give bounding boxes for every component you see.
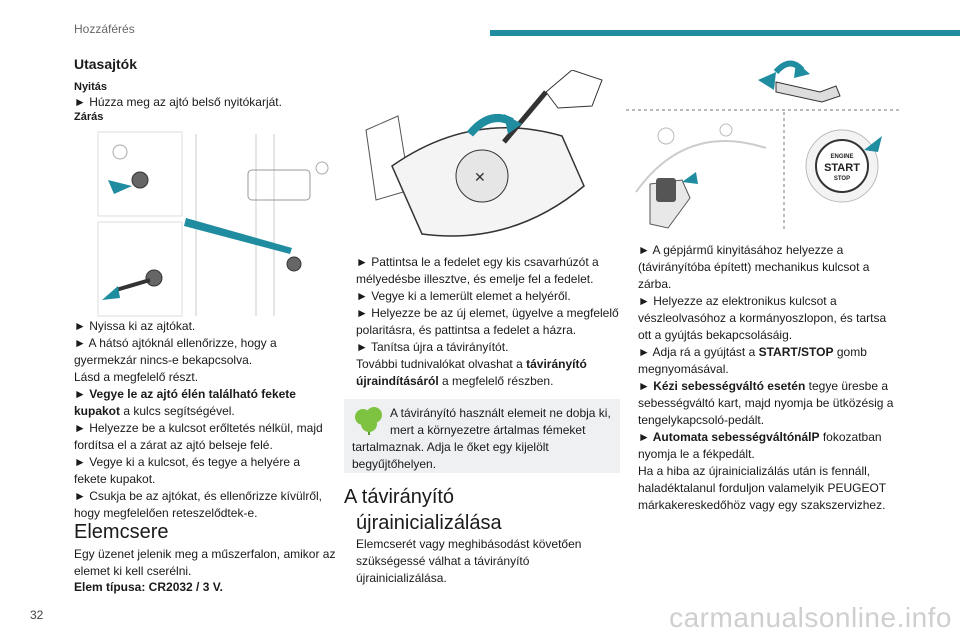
page-number: 32 (30, 608, 44, 622)
closing-label: Zárás (74, 111, 104, 123)
environment-note (344, 399, 620, 473)
svg-text:✕: ✕ (474, 169, 486, 185)
step-automatic-gearbox: ► Automata sebességváltónálP fokozatban nyomja le a fékpedált. (638, 430, 882, 461)
section-header: Hozzáférés (74, 22, 135, 36)
step-see-section: Lásd a megfelelő részt. (74, 370, 199, 384)
recycle-leaf-icon (352, 405, 386, 439)
start-button-label-start: START (824, 162, 860, 174)
remote-battery-illustration (362, 70, 612, 240)
start-stop-illustration (626, 52, 902, 234)
door-lock-illustration (96, 130, 336, 318)
reinit-steps (638, 242, 902, 514)
step-pry-cover: ► Pattintsa le a fedelet egy kis csavarhúzót a mélyedésbe illesztve, és emelje fel a fedelet. (356, 255, 599, 286)
battery-steps (356, 254, 620, 390)
start-button-label-engine: ENGINE (830, 154, 854, 160)
step-close-doors: ► Csukja be az ajtókat, és ellenőrizze kívülről, hogy megfelelően reteszelődtek-e. (74, 489, 322, 520)
section-title-reinit-1: A távirányító (344, 486, 455, 508)
step-backup-reader: ► Helyezze az elektronikus kulcsot a vészleolvasóhoz a kormányoszlopon, és tartsa ott a gyújtás bekapcsolásáig. (638, 294, 887, 342)
battery-type: Elem típusa: CR2032 / 3 V. (74, 580, 223, 594)
reinit-intro: Elemcserét vagy meghibásodást követően szükségessé válhat a távirányító újrainicializálása. (356, 537, 582, 585)
step-reprogram: ► Tanítsa újra a távirányítót. (356, 340, 509, 354)
closing-advice: Ha a hiba az újrainicializálás után is fennáll, haladéktalanul forduljon valamelyik PEUGEOT márkakereskedőhöz vagy egy szakszervizhez. (638, 464, 886, 512)
section-title-passenger-doors: Utasajtók (74, 56, 138, 72)
opening-text: ► Húzza meg az ajtó belső nyitókarját. (74, 95, 282, 109)
step-ignition: ► Adja rá a gyújtást a START/STOP gomb megnyomásával. (638, 345, 867, 376)
start-button-label-stop: STOP (833, 176, 851, 182)
step-remove-cap: ► Vegye le az ajtó élén található fekete kupakot a kulcs segítségével. (74, 387, 296, 418)
step-child-lock: ► A hátsó ajtóknál ellenőrizze, hogy a gyermekzár nincs-e bekapcsolva. (74, 336, 277, 367)
header-accent-bar (490, 30, 960, 36)
step-remove-key: ► Vegye ki a kulcsot, és tegye a helyére a fekete kupakot. (74, 455, 301, 486)
watermark: carmanualsonline.info (669, 602, 952, 633)
step-open-doors: ► Nyissa ki az ajtókat. (74, 319, 196, 333)
section-title-reinit-2: újrainicializálása (356, 512, 502, 534)
step-manual-gearbox: ► Kézi sebességváltó esetén tegye üresbe a sebességváltó kart, majd nyomja be ütközésig a tengelykapcsoló-pedált. (638, 379, 894, 427)
step-insert-battery: ► Helyezze be az új elemet, ügyelve a megfelelő polaritásra, és pattintsa a fedelet a házra. (356, 306, 619, 337)
section-title-battery: Elemcsere (74, 521, 169, 543)
step-remove-battery: ► Vegye ki a lemerült elemet a helyéről. (356, 289, 571, 303)
opening-label: Nyitás (74, 81, 108, 93)
more-info: További tudnivalókat olvashat a távirányító újraindításáról a megfelelő részben. (356, 357, 587, 388)
step-insert-key: ► Helyezze be a kulcsot erőltetés nélkül, majd fordítsa el a zárat az ajtó belseje felé. (74, 421, 323, 452)
environment-note-text: A távirányító használt elemeit ne dobja ki, mert a környezetre ártalmas fémeket tartalmaznak. Adja le őket egy kijelölt begyűjtőhelyen. (352, 406, 611, 471)
closing-steps (74, 318, 336, 522)
battery-intro: Egy üzenet jelenik meg a műszerfalon, amikor az elemet ki kell cserélni. (74, 547, 336, 578)
step-mechanical-key: ► A gépjármű kinyitásához helyezze a (távirányítóba épített) mechanikus kulcsot a zárba. (638, 243, 870, 291)
